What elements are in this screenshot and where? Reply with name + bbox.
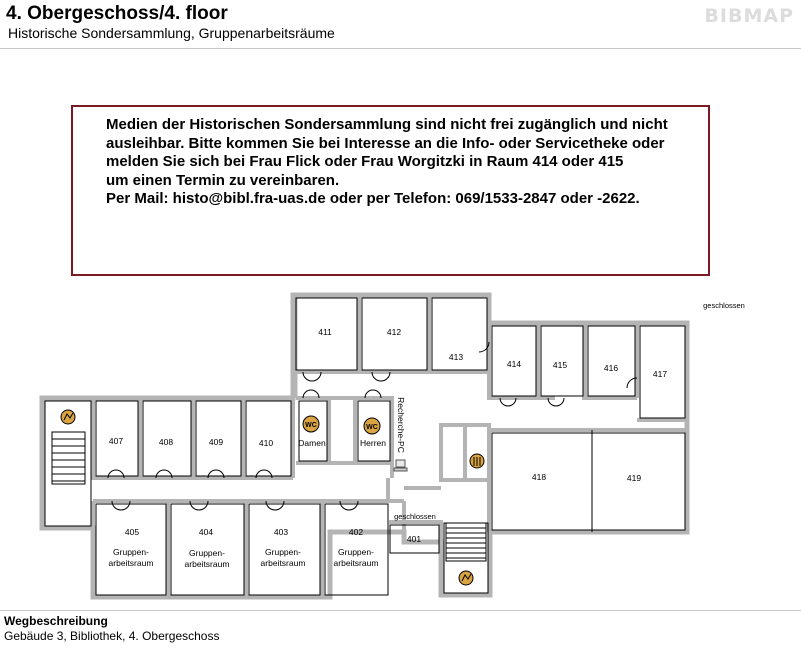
group-room-label: Gruppen-: [265, 547, 301, 557]
closed-label-mid: geschlossen: [394, 512, 436, 521]
group-room-label: arbeitsraum: [260, 558, 306, 568]
room-404: 404: [198, 527, 214, 537]
room-418: 418: [531, 472, 547, 482]
notice-line: Medien der Historischen Sondersammlung sind nicht frei zugänglich und nicht: [106, 116, 668, 133]
group-room-label: arbeitsraum: [184, 559, 230, 569]
page-subtitle: Historische Sondersammlung, Gruppenarbeitsräume: [8, 25, 335, 41]
group-room-label: Gruppen-: [338, 547, 374, 557]
room-411: 411: [318, 327, 332, 337]
footer-subtitle: Gebäude 3, Bibliothek, 4. Obergeschoss: [4, 629, 220, 643]
wc-icon: [303, 416, 380, 434]
room-401: 401: [406, 534, 422, 544]
group-room-label: Gruppen-: [189, 548, 225, 558]
svg-text:WC: WC: [366, 424, 378, 431]
notice-line: Per Mail: histo@bibl.fra-uas.de oder per Telefon: 069/1533-2847 oder -2622.: [106, 190, 640, 208]
elevator-icon: [470, 454, 484, 468]
room-413: 413: [448, 352, 464, 362]
floor-plan: [0, 280, 801, 610]
room-408: 408: [158, 437, 174, 447]
room-403: 403: [273, 527, 289, 537]
notice-line: ausleihbar. Bitte kommen Sie bei Interesse an die Info- oder Servicetheke oder: [106, 134, 665, 152]
notice-line: um einen Termin zu vereinbaren.: [106, 171, 340, 189]
room-419: 419: [626, 473, 642, 483]
bibmap-logo: BIBMAP: [704, 5, 794, 27]
computer-icon: [394, 460, 407, 471]
page-title: 4. Obergeschoss/4. floor: [6, 3, 228, 24]
notice-box: [71, 105, 710, 276]
room-402: 402: [348, 527, 364, 537]
room-410: 410: [258, 438, 274, 448]
room-412: 412: [386, 327, 402, 337]
room-409: 409: [208, 437, 224, 447]
room-417: 417: [652, 369, 668, 379]
svg-text:WC: WC: [305, 422, 317, 429]
notice-text: [106, 116, 706, 209]
group-room-label: arbeitsraum: [333, 558, 379, 568]
damen-label: Damen: [298, 438, 326, 448]
page-header: [0, 0, 801, 49]
room-407: 407: [108, 436, 124, 446]
room-414: 414: [506, 359, 522, 369]
room-405: 405: [124, 527, 140, 537]
footer-title: Wegbeschreibung: [4, 614, 108, 628]
footer-divider: [0, 610, 801, 611]
herren-label: Herren: [360, 438, 386, 448]
room-415: 415: [552, 360, 568, 370]
group-room-label: Gruppen-: [113, 547, 149, 557]
notice-line: melden Sie sich bei Frau Flick oder Frau Worgitzki in Raum 414 oder 415: [106, 153, 624, 171]
recherche-pc-label: Recherche-PC: [396, 397, 406, 453]
group-room-label: arbeitsraum: [108, 558, 154, 568]
closed-label-top: geschlossen: [703, 301, 745, 310]
room-416: 416: [603, 363, 619, 373]
